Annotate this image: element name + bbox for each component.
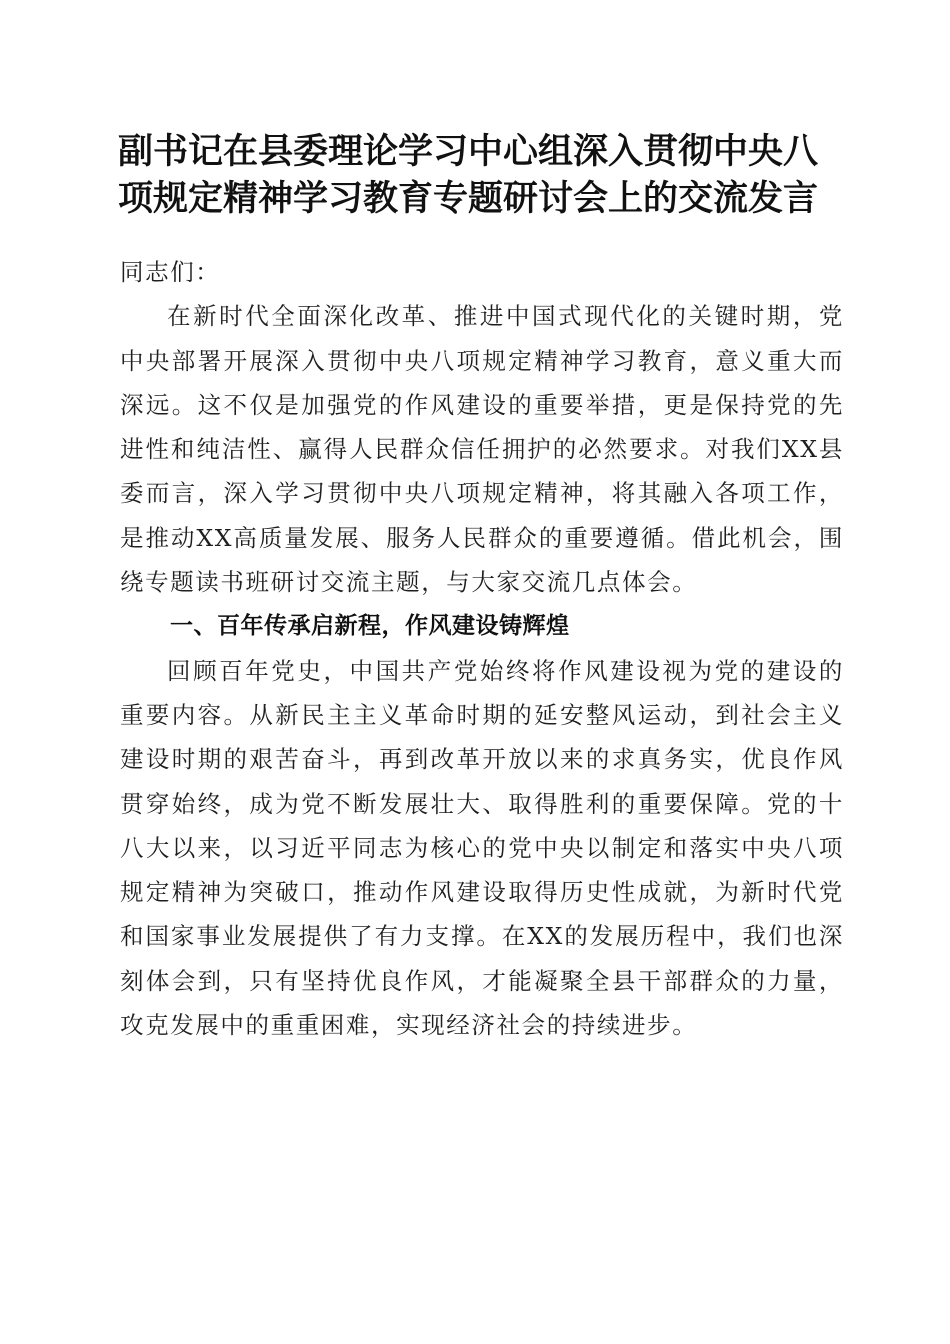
title-line-1: 副书记在县委理论学习中心组深入贯彻中央八	[118, 131, 819, 172]
paragraph-intro: 在新时代全面深化改革、推进中国式现代化的关键时期，党中央部署开展深入贯彻中央八项规定精神学习教育，意义重大而深远。这不仅是加强党的作风建设的重要举措，更是保持党的先进性和纯洁性、赢得人民群众信任拥护的必然要求。对我们XX县委而言，深入学习贯彻中央八项规定精神，将其融入各项工作，是推动XX高质量发展、服务人民群众的重要遵循。借此机会，围绕专题读书班研讨交流主题，与大家交流几点体会。	[120, 302, 844, 597]
salutation: 同志们：	[120, 258, 221, 286]
document-body	[120, 250, 844, 1047]
document-title	[118, 128, 838, 222]
title-line-2: 项规定精神学习教育专题研讨会上的交流发言	[118, 178, 819, 219]
paragraph-section-1: 回顾百年党史，中国共产党始终将作风建设视为党的建设的重要内容。从新民主主义革命时期的延安整风运动，到社会主义建设时期的艰苦奋斗，再到改革开放以来的求真务实，优良作风贯穿始终，成为党不断发展壮大、取得胜利的重要保障。党的十八大以来，以习近平同志为核心的党中央以制定和落实中央八项规定精神为突破口，推动作风建设取得历史性成就，为新时代党和国家事业发展提供了有力支撑。在XX的发展历程中，我们也深刻体会到，只有坚持优良作风，才能凝聚全县干部群众的力量，攻克发展中的重重困难，实现经济社会的持续进步。	[120, 656, 844, 1040]
section-heading-1: 一、百年传承启新程，作风建设铸辉煌	[170, 613, 570, 640]
